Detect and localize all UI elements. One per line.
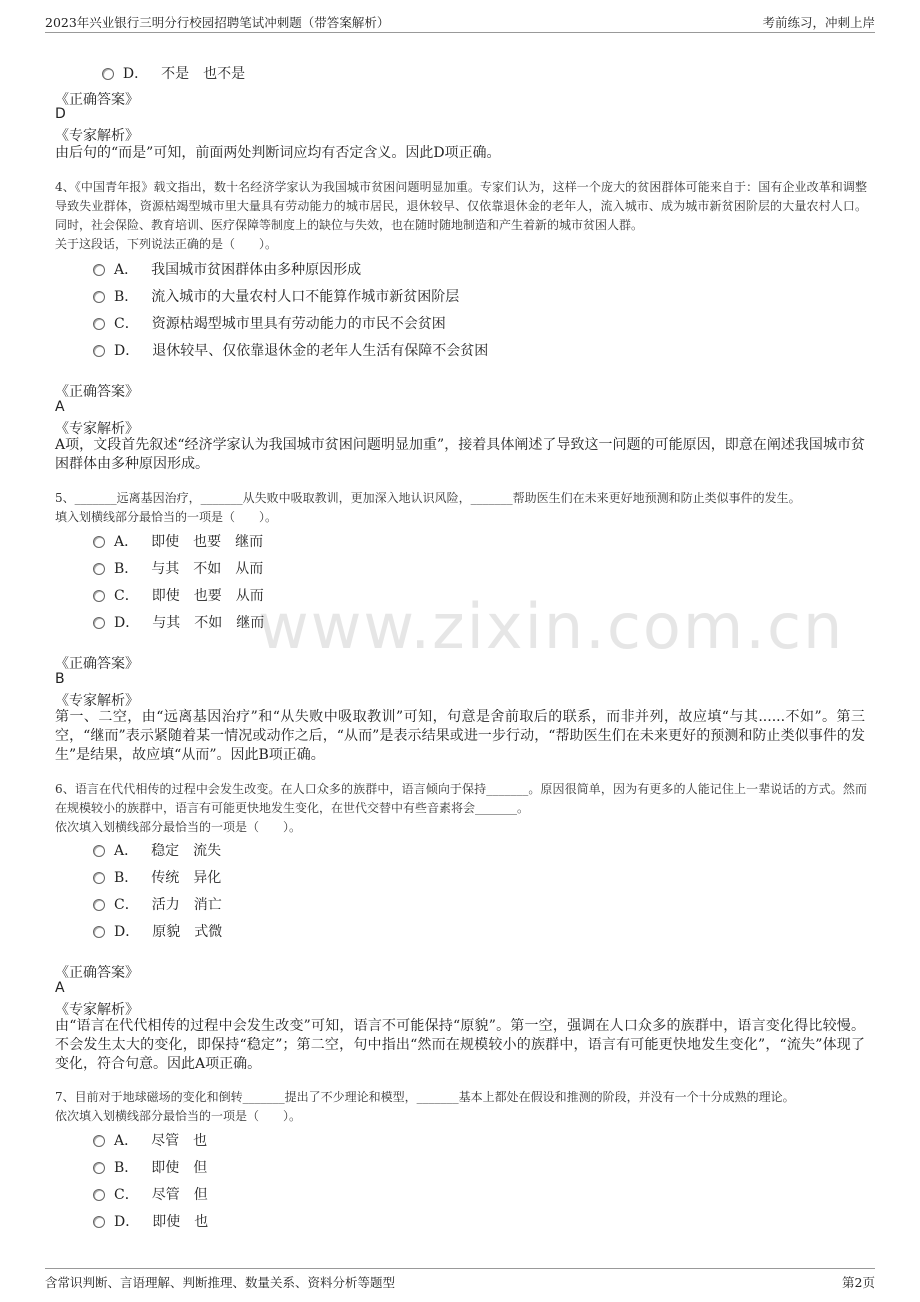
q5-option-b[interactable]: B． 与其 不如 从而: [93, 558, 263, 578]
analysis-label: 《专家解析》: [55, 421, 139, 437]
q4-option-b[interactable]: B． 流入城市的大量农村人口不能算作城市新贫困阶层: [93, 286, 459, 306]
radio-icon[interactable]: [93, 926, 105, 938]
radio-icon[interactable]: [93, 899, 105, 911]
q4-option-c[interactable]: C． 资源枯竭型城市里具有劳动能力的市民不会贫困: [93, 313, 446, 333]
footer-scope: 含常识判断、言语理解、判断推理、数量关系、资料分析等题型: [45, 1275, 396, 1290]
q7-prompt: 依次填入划横线部分最恰当的一项是（ ）。: [55, 1109, 302, 1123]
q4-answer: A: [55, 399, 65, 415]
q6-prompt: 依次填入划横线部分最恰当的一项是（ ）。: [55, 820, 302, 834]
radio-icon[interactable]: [93, 536, 105, 548]
q4-option-d[interactable]: D． 退休较早、仅依靠退休金的老年人生活有保障不会贫困: [93, 340, 488, 360]
q5-question: [55, 489, 867, 527]
radio-icon[interactable]: [93, 318, 105, 330]
answer-label: 《正确答案》: [55, 92, 139, 108]
q6-answer: A: [55, 980, 65, 996]
q5-prompt: 填入划横线部分最恰当的一项是（ ）。: [55, 510, 278, 524]
answer-label: 《正确答案》: [55, 965, 139, 981]
analysis-label: 《专家解析》: [55, 128, 139, 144]
q5-option-c[interactable]: C． 即使 也要 从而: [93, 585, 264, 605]
analysis-label: 《专家解析》: [55, 693, 139, 709]
q5-option-a[interactable]: A． 即使 也要 继而: [93, 531, 263, 551]
document-title: 2023年兴业银行三明分行校园招聘笔试冲刺题（带答案解析）: [45, 15, 390, 30]
q3-answer: D: [55, 106, 66, 122]
radio-icon[interactable]: [93, 345, 105, 357]
q3-analysis: 由后句的“而是”可知，前面两处判断词应均有否定含义。因此D项正确。: [55, 145, 501, 161]
q6-option-b[interactable]: B． 传统 异化: [93, 867, 221, 887]
radio-icon[interactable]: [93, 1216, 105, 1228]
radio-icon[interactable]: [93, 264, 105, 276]
q7-option-b[interactable]: B． 即使 但: [93, 1157, 207, 1177]
watermark: www.zixin.com.cn: [258, 590, 845, 663]
header-slogan: 考前练习，冲刺上岸: [762, 15, 875, 30]
page-footer: [45, 1268, 875, 1293]
answer-label: 《正确答案》: [55, 656, 139, 672]
q6-analysis: 由“语言在代代相传的过程中会发生改变”可知，语言不可能保持“原貌”。第一空，强调在人口众多的族群中，语言变化得比较慢。不会发生太大的变化，即保持“稳定”；第二空，句中指出“然而在规模较小的族群中，语言有可能更快地发生变化”，“流失”体现了变化，符合句意。因此A项正确。: [55, 1018, 865, 1072]
q6-option-c[interactable]: C． 活力 消亡: [93, 894, 222, 914]
analysis-label: 《专家解析》: [55, 1002, 139, 1018]
q3-option-d[interactable]: D． 不是 也不是: [93, 47, 245, 83]
q7-option-c[interactable]: C． 尽管 但: [93, 1184, 208, 1204]
q7-option-a[interactable]: A． 尽管 也: [93, 1130, 207, 1150]
q5-answer: B: [55, 671, 65, 687]
q4-analysis: A项，文段首先叙述“经济学家认为我国城市贫困问题明显加重”，接着具体阐述了导致这一问题的可能原因，即意在阐述我国城市贫困群体由多种原因形成。: [55, 437, 865, 472]
page-header: [45, 10, 875, 33]
q4-question: [55, 178, 867, 254]
page-number: 第2页: [842, 1275, 875, 1290]
q4-option-a[interactable]: A． 我国城市贫困群体由多种原因形成: [93, 259, 361, 279]
radio-icon[interactable]: [93, 1135, 105, 1147]
q5-stem: 5、_______远离基因治疗，_______从失败中吸取教训，更加深入地认识风险，_______帮助医生们在未来更好地预测和防止类似事件的发生。: [55, 491, 801, 505]
q7-option-d[interactable]: D． 即使 也: [93, 1211, 208, 1231]
q5-analysis: 第一、二空，由“远离基因治疗”和“从失败中吸取教训”可知，句意是舍前取后的联系，而非并列，故应填“与其......不如”。第三空，“继而”表示紧随着某一情况或动作之后，“从而”是表示结果或进一步行动，“帮助医生们在未来更好的预测和防止类似事件的发生”是结果，故应填“从而”。因此B项正确。: [55, 709, 865, 763]
radio-icon[interactable]: [93, 590, 105, 602]
radio-icon[interactable]: [93, 1162, 105, 1174]
q4-prompt: 关于这段话，下列说法正确的是（ ）。: [55, 237, 278, 251]
answer-label: 《正确答案》: [55, 384, 139, 400]
q6-option-a[interactable]: A． 稳定 流失: [93, 840, 221, 860]
q6-option-d[interactable]: D． 原貌 式微: [93, 921, 222, 941]
q5-option-d[interactable]: D． 与其 不如 继而: [93, 612, 264, 632]
radio-icon[interactable]: [93, 563, 105, 575]
radio-icon[interactable]: [93, 872, 105, 884]
q7-stem: 7、目前对于地球磁场的变化和倒转_______提出了不少理论和模型，_______基本上都处在假设和推测的阶段，并没有一个十分成熟的理论。: [55, 1090, 795, 1104]
radio-icon[interactable]: [93, 291, 105, 303]
radio-icon[interactable]: [93, 1189, 105, 1201]
q4-stem: 4、《中国青年报》载文指出，数十名经济学家认为我国城市贫困问题明显加重。专家们认为，这样一个庞大的贫困群体可能来自于：国有企业改革和调整导致失业群体，资源枯竭型城市里大量具有劳动能力的城市居民，退休较早、仅依靠退休金的老年人，流入城市、成为城市新贫困阶层的大量农村人口。同时，社会保险、教育培训、医疗保障等制度上的缺位与失效，也在随时随地制造和产生着新的城市贫困人群。: [55, 180, 867, 232]
q7-question: [55, 1088, 867, 1126]
radio-icon[interactable]: [93, 845, 105, 857]
q6-question: [55, 780, 867, 837]
radio-icon[interactable]: [93, 617, 105, 629]
q6-stem: 6、语言在代代相传的过程中会发生改变。在人口众多的族群中，语言倾向于保持_______。原因很简单，因为有更多的人能记住上一辈说话的方式。然而在规模较小的族群中，语言有可能更快地发生变化，在世代交替中有些音素将会_______。: [55, 782, 867, 815]
radio-icon[interactable]: [102, 68, 114, 80]
